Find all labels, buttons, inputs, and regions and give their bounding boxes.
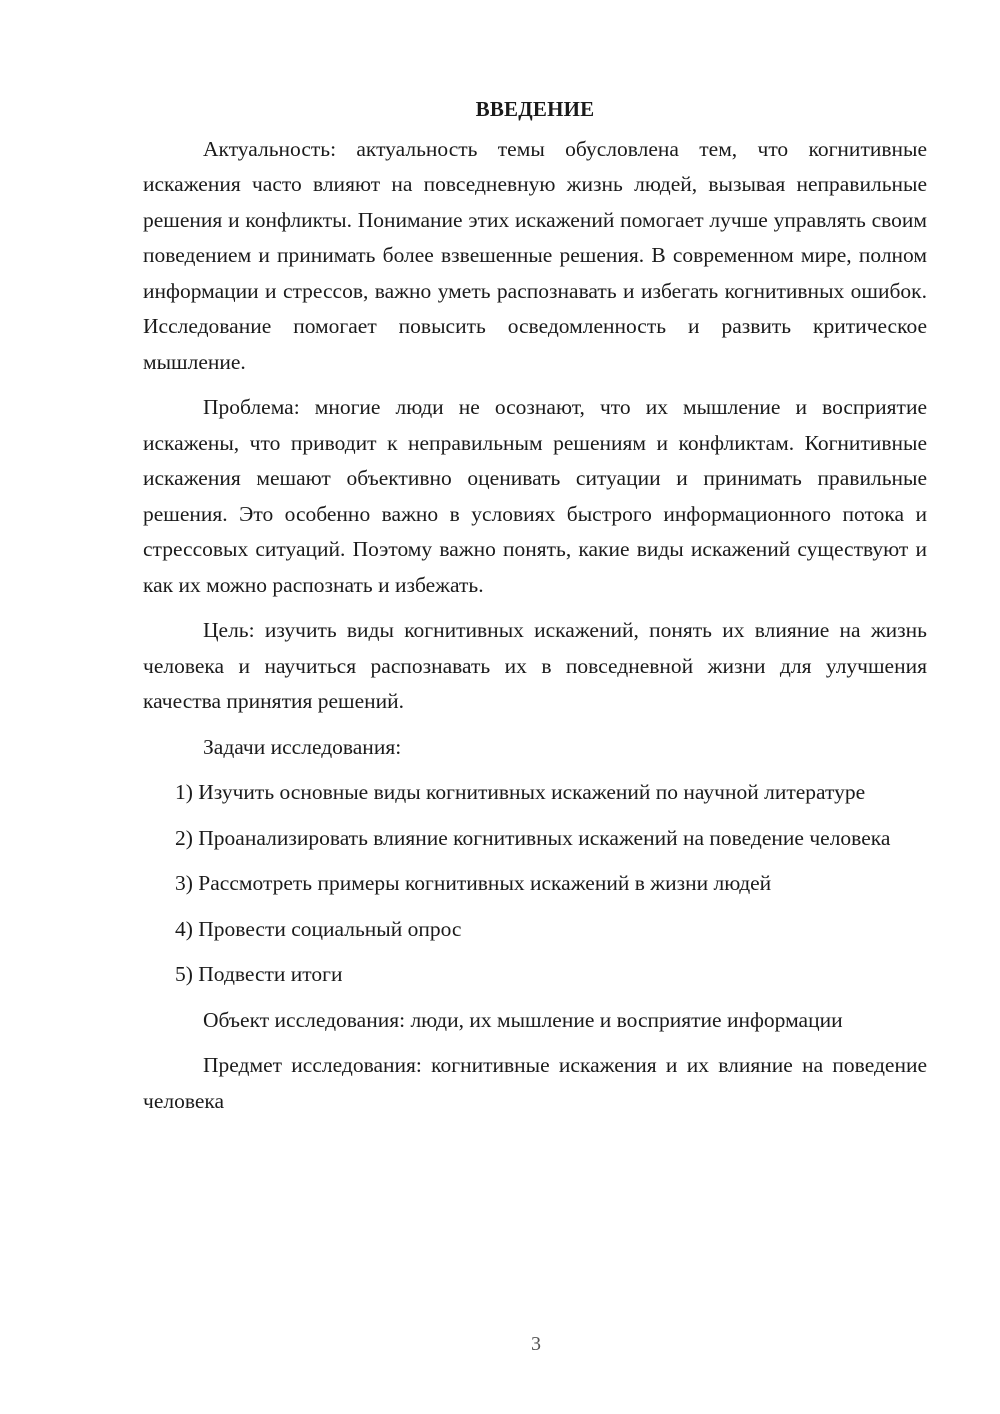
tasks-title: Задачи исследования:	[203, 734, 402, 759]
task-item-2: 2) Проанализировать влияние когнитивных искажений на поведение человека	[175, 825, 891, 850]
relevance-paragraph: Актуальность: актуальность темы обусловлена тем, что когнитивные искажения часто влияют на повседневную жизнь людей, вызывая неправильные решения и конфликты. Понимание этих искажений помогает лучше управлять своим поведением и принимать более взвешенные решения. В современном мире, полном информации и стрессов, важно уметь распознавать и избегать когнитивных ошибок. Исследование помогает повысить осведомленность и развить критическое мышление.	[143, 136, 927, 374]
task-item-3: 3) Рассмотреть примеры когнитивных искажений в жизни людей	[175, 871, 772, 895]
subject-paragraph: Предмет исследования: когнитивные искажения и их влияние на поведение человека	[143, 1053, 927, 1113]
task-item-4: 4) Провести социальный опрос	[175, 916, 462, 941]
task-item-1: 1) Изучить основные виды когнитивных искажений по научной литературе	[175, 780, 866, 804]
goal-paragraph: Цель: изучить виды когнитивных искажений, понять их влияние на жизнь человека и научиться распознавать их в повседневной жизни для улучшения качества принятия решений.	[143, 618, 927, 713]
object-paragraph: Объект исследования: люди, их мышление и восприятие информации	[203, 1007, 843, 1032]
problem-paragraph: Проблема: многие люди не осознают, что их мышление и восприятие искажены, что приводит к неправильным решениям и конфликтам. Когнитивные искажения мешают объективно оценивать ситуации и принимать правильные решения. Это особенно важно в условиях быстрого информационного потока и стрессовых ситуаций. Поэтому важно понять, какие виды искажений существуют и как их можно распознать и избежать.	[143, 395, 927, 597]
page-content	[143, 92, 927, 1129]
task-item-5: 5) Подвести итоги	[175, 962, 343, 986]
page-number: 3	[531, 1333, 541, 1355]
section-heading: ВВЕДЕНИЕ	[475, 97, 595, 121]
